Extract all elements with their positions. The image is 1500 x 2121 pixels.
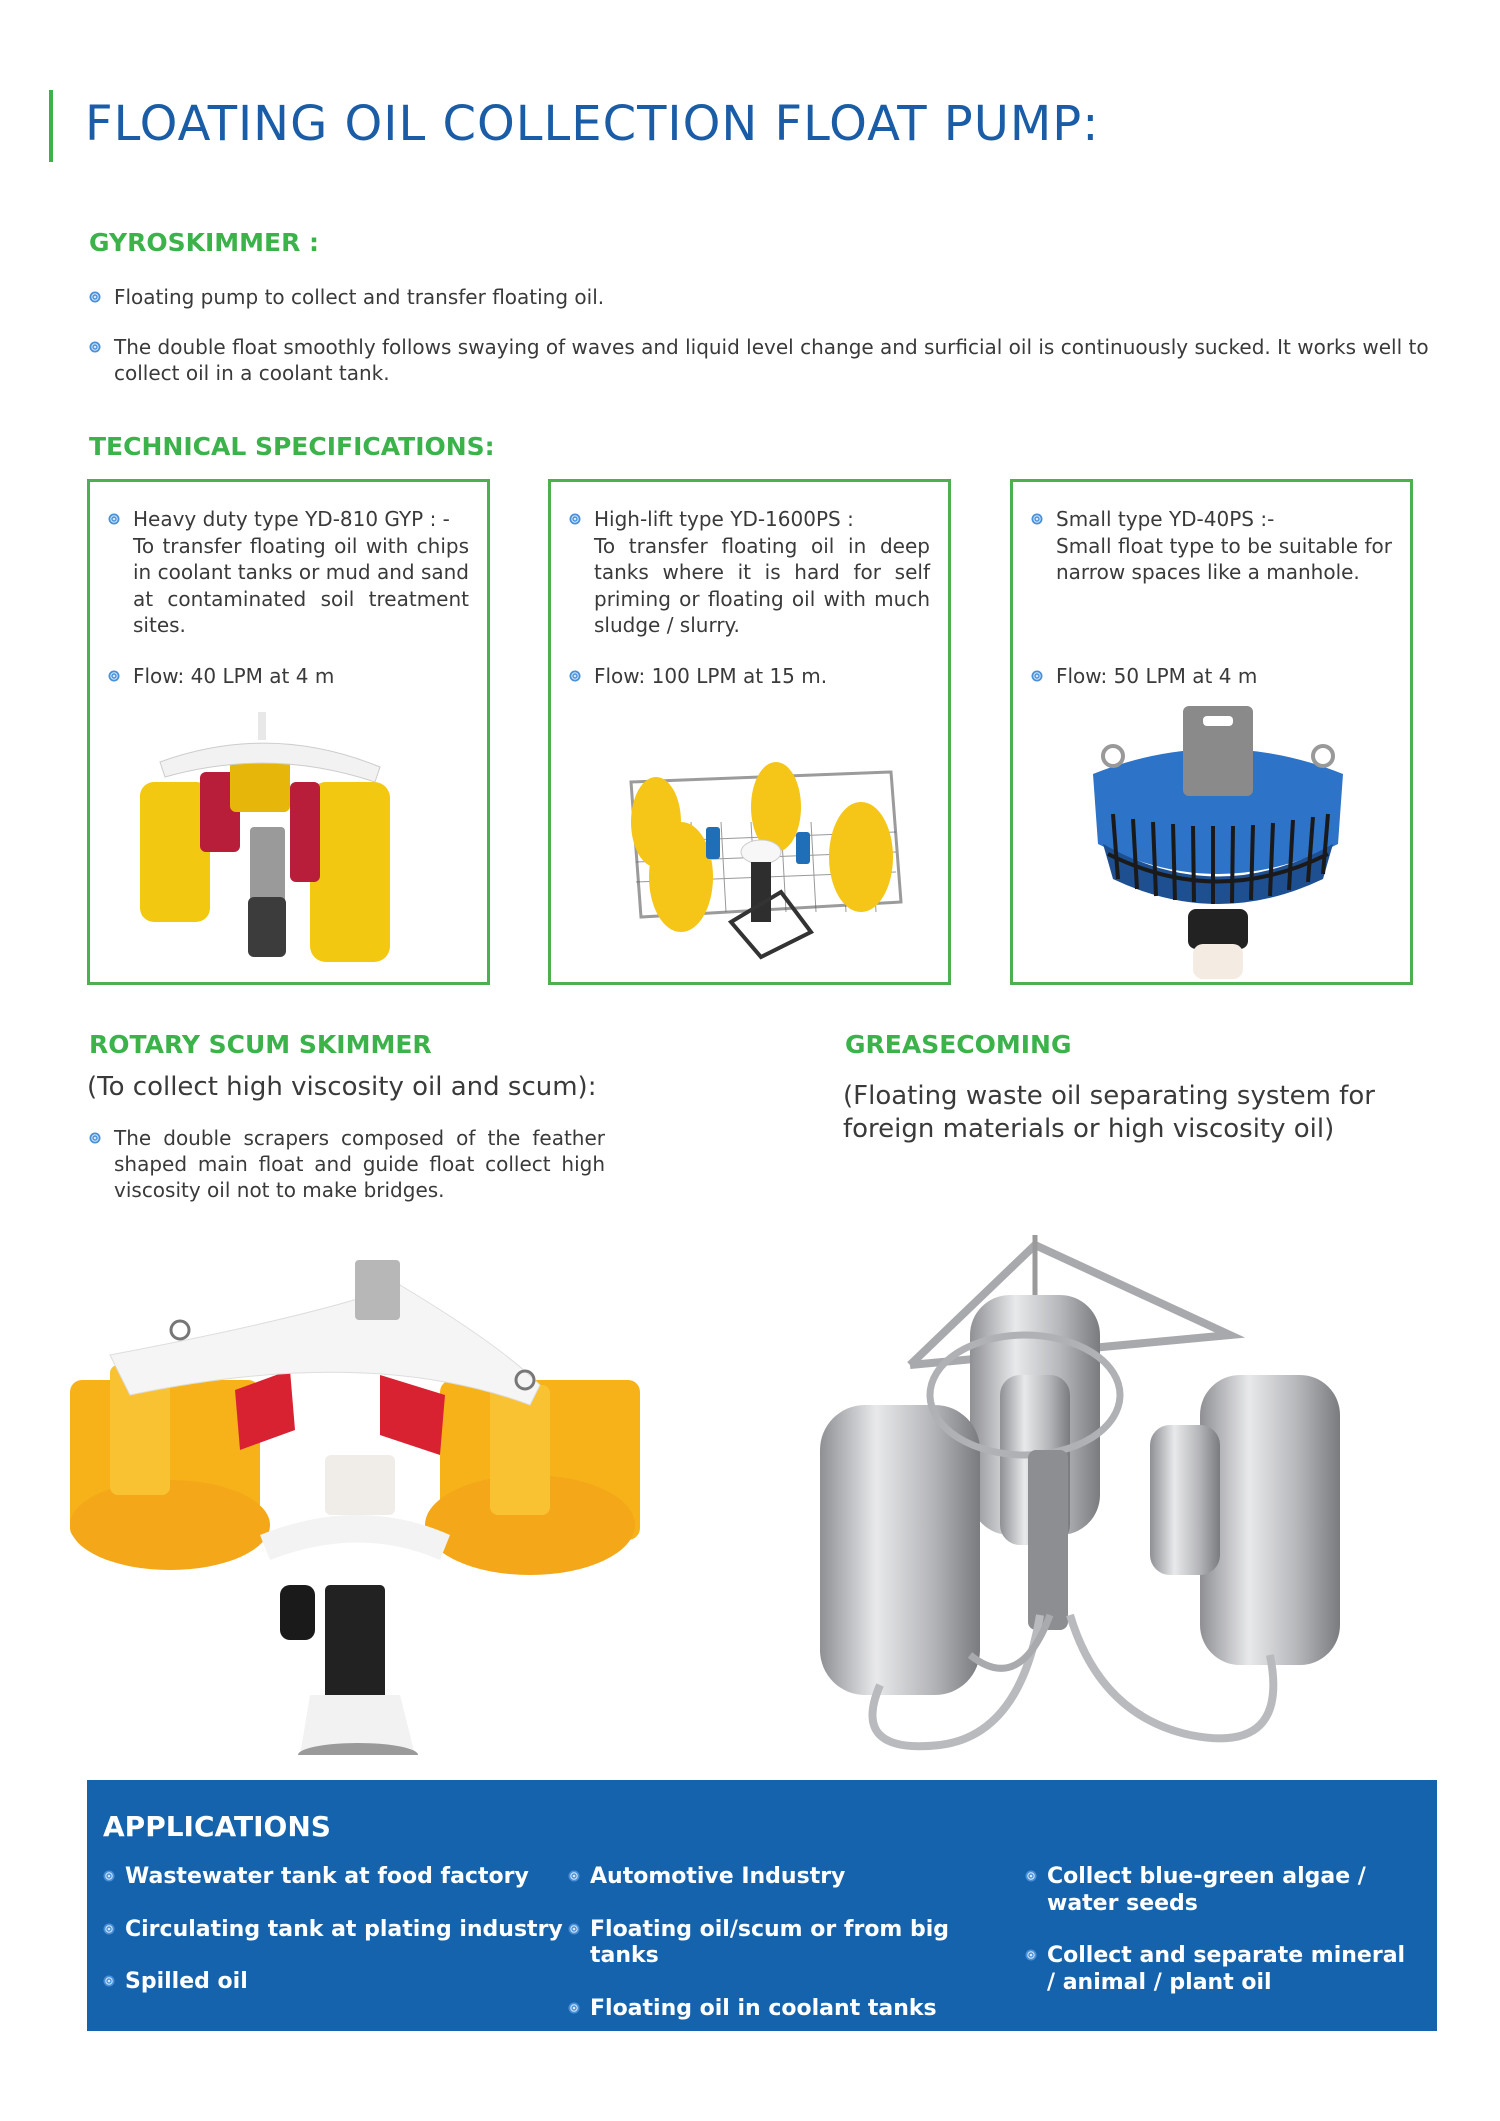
applications-panel (87, 1780, 1437, 2031)
bullet-icon (569, 513, 581, 525)
spec-model: Heavy duty type YD-810 GYP : - To transfer floating oil with chips in coolant tanks or mud and sand at contaminated soil treatment sites. (108, 506, 469, 639)
spec-flow: Flow: 40 LPM at 4 m (108, 663, 469, 690)
bullet-icon (568, 2002, 579, 2013)
bullet-icon (1025, 1949, 1036, 1960)
caged-four-float-pump-image (611, 732, 911, 962)
bullet-icon (569, 670, 581, 682)
applications-column-2 (568, 1864, 1008, 2048)
bullet-icon (108, 513, 120, 525)
stainless-greasecoming-image (820, 1235, 1380, 1765)
list-item: The double scrapers composed of the feather shaped main float and guide float collect high viscosity oil not to make bridges. (89, 1125, 605, 1203)
bullet-icon (1031, 513, 1043, 525)
title-accent-bar (49, 90, 53, 162)
page-title: FLOATING OIL COLLECTION FLOAT PUMP: (85, 96, 1100, 152)
spec-box-yd40 (1010, 479, 1413, 985)
rotary-scum-skimmer-heading: ROTARY SCUM SKIMMER (89, 1030, 432, 1059)
list-item: Floating pump to collect and transfer floating oil. (89, 284, 1449, 310)
bullet-icon (89, 291, 101, 303)
spec-flow: Flow: 100 LPM at 15 m. (569, 663, 930, 690)
rotary-scum-skimmer-image (70, 1255, 650, 1755)
applications-column-3 (1025, 1864, 1415, 2022)
bullet-icon (1031, 670, 1043, 682)
applications-column-1 (103, 1864, 563, 2022)
list-item: Wastewater tank at food factory (103, 1864, 563, 1891)
bullet-icon (103, 1975, 114, 1986)
list-item: Circulating tank at plating industry (103, 1917, 563, 1944)
spec-box-yd1600 (548, 479, 951, 985)
list-item: Floating oil/scum or from big tanks (568, 1917, 1008, 1970)
spec-model: High-lift type YD-1600PS : To transfer floating oil in deep tanks where it is hard for self priming or floating oil with much sludge / slurry. (569, 506, 930, 639)
list-item: Automotive Industry (568, 1864, 1008, 1891)
gyroskimmer-heading: GYROSKIMMER : (89, 228, 320, 257)
bullet-icon (108, 670, 120, 682)
bullet-icon (103, 1923, 114, 1934)
gyroskimmer-bullets (89, 284, 1449, 386)
list-item: Floating oil in coolant tanks (568, 1996, 1008, 2023)
greasecoming-subtitle: (Floating waste oil separating system for foreign materials or high viscosity oil) (843, 1081, 1375, 1144)
bullet-icon (103, 1870, 114, 1881)
yellow-double-float-pump-image (120, 712, 460, 972)
list-item: The double float smoothly follows swaying of waves and liquid level change and surficial oil is continuously sucked. It works well to collect oil in a coolant tank. (89, 334, 1449, 386)
list-item: Collect and separate mineral / animal / plant oil (1025, 1943, 1415, 1996)
rotary-scum-skimmer-bullets (89, 1125, 605, 1203)
applications-heading: APPLICATIONS (103, 1810, 331, 1843)
spec-flow: Flow: 50 LPM at 4 m (1031, 663, 1392, 690)
bullet-icon (568, 1923, 579, 1934)
blue-small-float-pump-image (1073, 704, 1363, 984)
spec-model: Small type YD-40PS :- Small float type to be suitable for narrow spaces like a manhole. (1031, 506, 1392, 586)
tech-specs-heading: TECHNICAL SPECIFICATIONS: (89, 432, 495, 461)
bullet-icon (1025, 1870, 1036, 1881)
bullet-icon (568, 1870, 579, 1881)
list-item: Collect blue-green algae / water seeds (1025, 1864, 1415, 1917)
rotary-scum-skimmer-subtitle: (To collect high viscosity oil and scum): (87, 1072, 597, 1102)
greasecoming-heading: GREASECOMING (845, 1030, 1072, 1059)
list-item: Spilled oil (103, 1969, 563, 1996)
spec-box-yd810 (87, 479, 490, 985)
bullet-icon (89, 1132, 101, 1144)
bullet-icon (89, 341, 101, 353)
